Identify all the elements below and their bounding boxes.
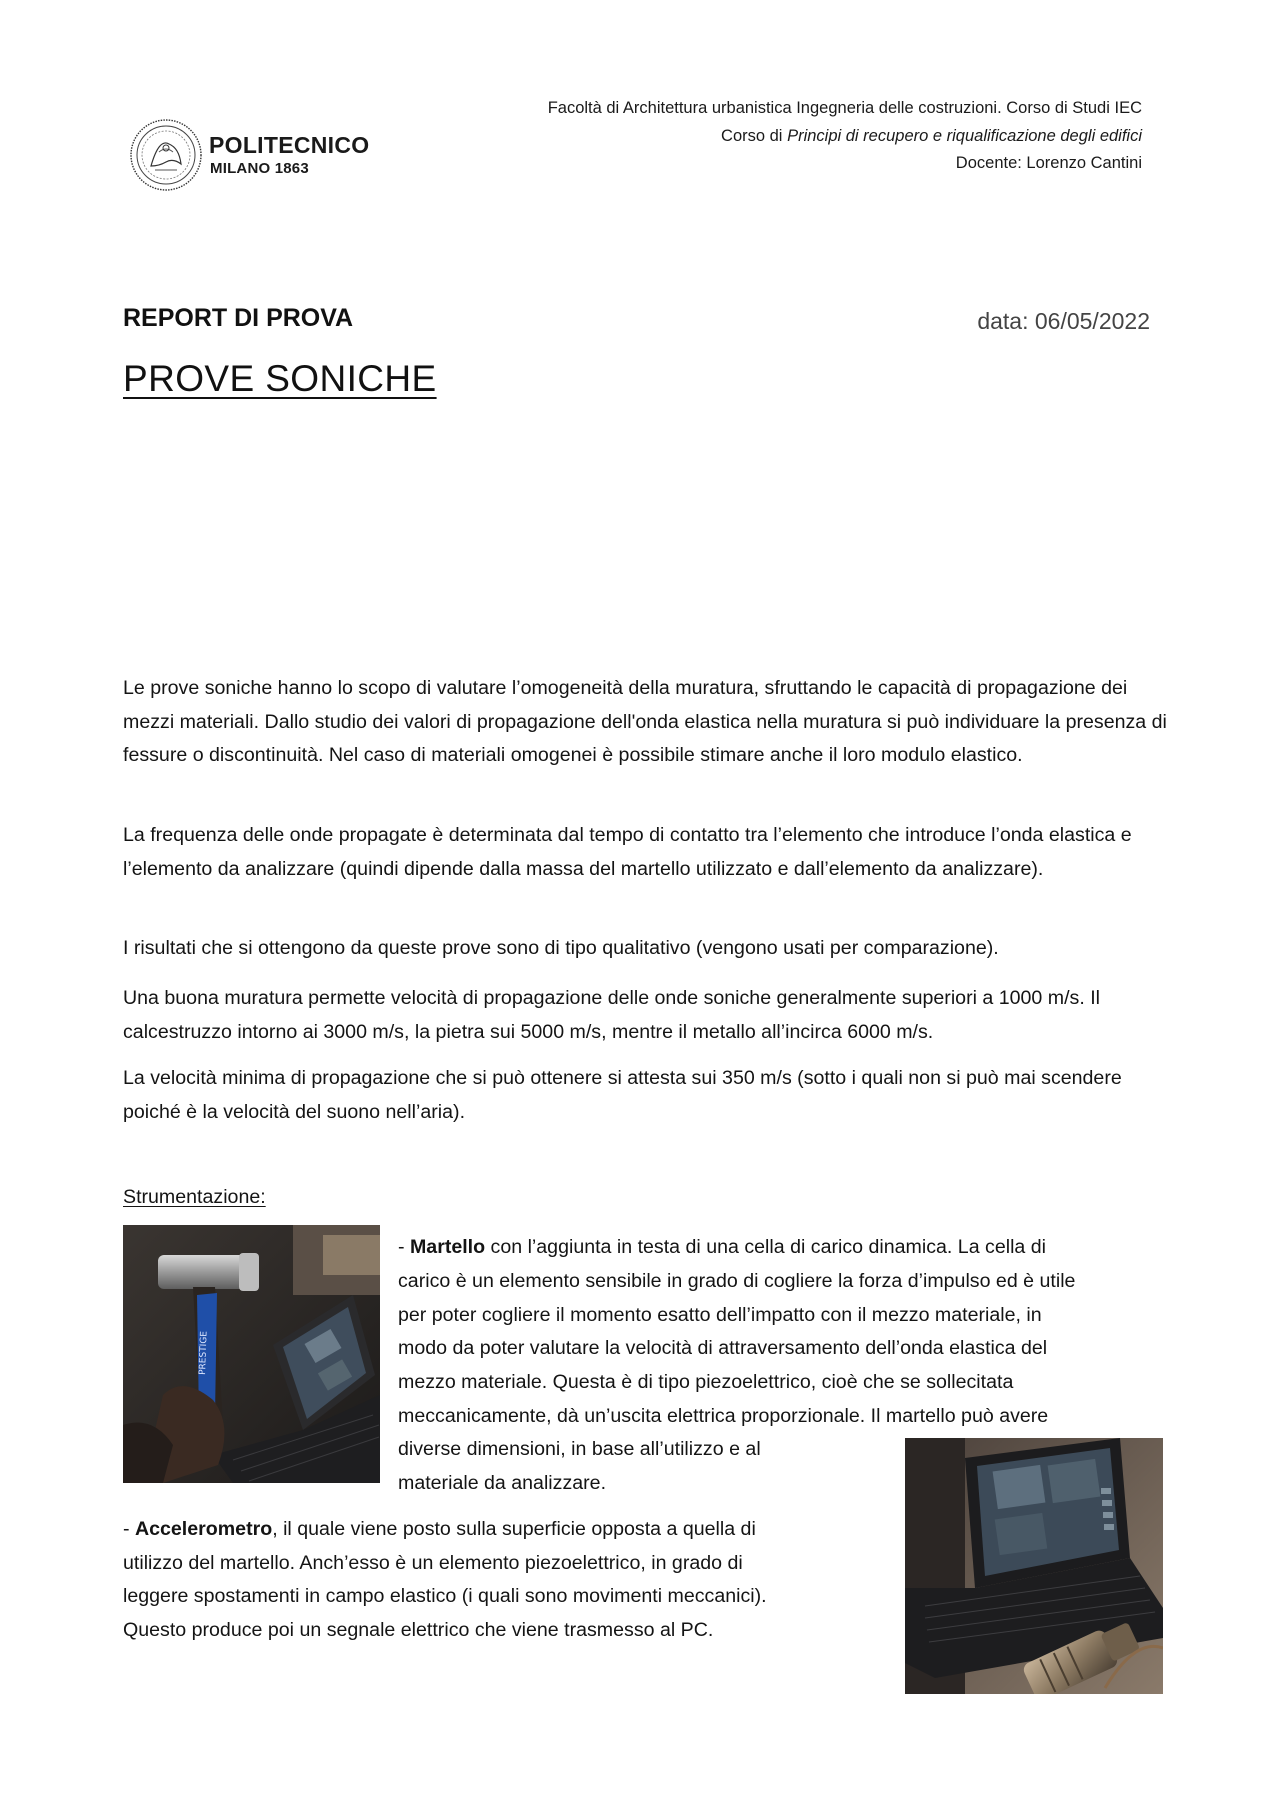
logo-name: POLITECNICO bbox=[209, 132, 370, 158]
accelerometro-term: Accelerometro bbox=[134, 1518, 273, 1540]
politecnico-seal-icon bbox=[129, 118, 203, 192]
paragraph-results: I risultati che si ottengono da queste prove sono di tipo qualitativo (vengono usati per comparazione). bbox=[123, 937, 999, 959]
report-date: data: 06/05/2022 bbox=[977, 308, 1150, 334]
martello-line-5: mezzo materiale. Questa è di tipo piezoelettrico, cioè che se sollecitata bbox=[398, 1371, 1014, 1393]
accelerometro-line-4: Questo produce poi un segnale elettrico che viene trasmesso al PC. bbox=[123, 1619, 714, 1641]
course-name: Principi di recupero e riqualificazione degli edifici bbox=[787, 126, 1142, 145]
faculty-line: Facoltà di Architettura urbanistica Ingegneria delle costruzioni. Corso di Studi IEC bbox=[547, 99, 1142, 117]
logo-subtitle: MILANO 1863 bbox=[210, 160, 309, 177]
martello-line-8: materiale da analizzare. bbox=[398, 1472, 607, 1494]
martello-line-4: modo da poter valutare la velocità di attraversamento dell’onda elastica del bbox=[398, 1337, 1048, 1359]
paragraph-frequency: La frequenza delle onde propagate è determinata dal tempo di contatto tra l’elemento che introduce l’onda elastica e l’elemento da analizzare (quindi dipende dalla massa del martello utilizzato e dall’elemento da analizzare). bbox=[123, 824, 1132, 880]
accelerometer-photo bbox=[905, 1438, 1163, 1694]
paragraph-min-speed: La velocità minima di propagazione che si può ottenere si attesta sui 350 m/s (sotto i quali non si può mai scendere poiché è la velocità del suono nell’aria). bbox=[123, 1067, 1122, 1123]
martello-line-3: per poter cogliere il momento esatto dell’impatto con il mezzo materiale, in bbox=[398, 1304, 1042, 1326]
martello-line-7: diverse dimensioni, in base all’utilizzo e al bbox=[398, 1438, 761, 1460]
accelerometro-line-2: utilizzo del martello. Anch’esso è un elemento piezoelettrico, in grado di bbox=[123, 1552, 743, 1574]
paragraph-speeds: Una buona muratura permette velocità di propagazione delle onde soniche generalmente superiori a 1000 m/s. Il calcestruzzo intorno ai 3000 m/s, la pietra sui 5000 m/s, mentre il metallo all’incirca 6000 m/s. bbox=[123, 987, 1101, 1043]
martello-line-6: meccanicamente, dà un’uscita elettrica proporzionale. Il martello può avere bbox=[398, 1405, 1049, 1427]
page-title: PROVE SONICHE bbox=[123, 358, 437, 399]
accelerometro-line-1: - Accelerometro, il quale viene posto sulla superficie opposta a quella di bbox=[123, 1518, 756, 1540]
section-heading-strumentazione: Strumentazione: bbox=[123, 1186, 266, 1208]
course-line bbox=[548, 123, 1142, 151]
martello-line-2: carico è un elemento sensibile in grado di cogliere la forza d’impulso ed è utile bbox=[398, 1270, 1076, 1292]
martello-term: Martello bbox=[409, 1236, 486, 1258]
martello-line-1: - Martello con l’aggiunta in testa di una cella di carico dinamica. La cella di bbox=[398, 1236, 1047, 1258]
course-info bbox=[548, 95, 1142, 178]
paragraph-intro: Le prove soniche hanno lo scopo di valutare l’omogeneità della muratura, sfruttando le capacità di propagazione dei mezzi materiali. Dallo studio dei valori di propagazione dell'onda elastica nella muratura si può individuare la presenza di fessure o discontinuità. Nel caso di materiali omogenei è possibile stimare anche il loro modulo elastico. bbox=[123, 677, 1167, 767]
politecnico-logo bbox=[129, 118, 379, 194]
course-prefix: Corso di bbox=[721, 126, 788, 145]
hammer-photo bbox=[123, 1225, 380, 1483]
teacher-line: Docente: Lorenzo Cantini bbox=[955, 154, 1142, 172]
report-label: REPORT DI PROVA bbox=[123, 304, 354, 332]
accelerometro-line-3: leggere spostamenti in campo elastico (i quali sono movimenti meccanici). bbox=[123, 1585, 767, 1607]
svg-text:PRESTIGE: PRESTIGE bbox=[198, 1330, 210, 1376]
